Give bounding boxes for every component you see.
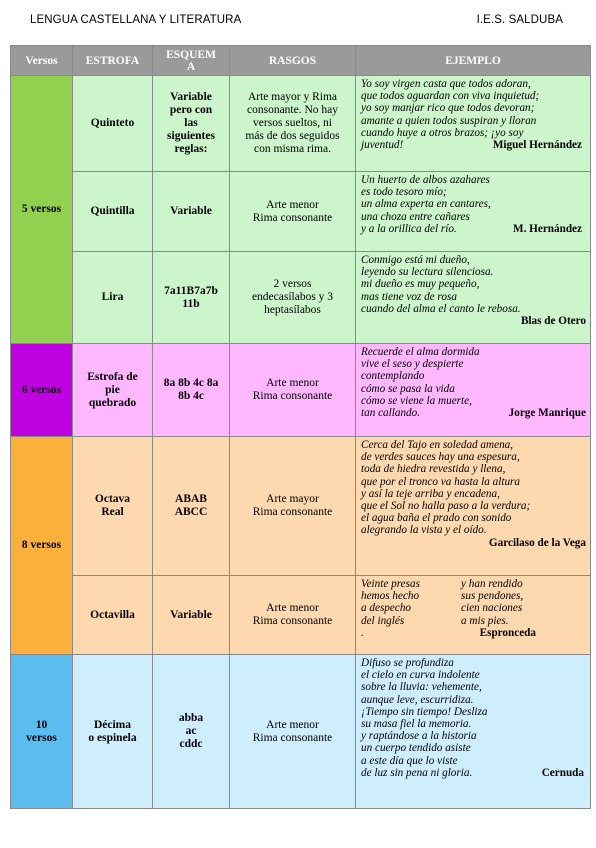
verse-line: toda de hiedra revestida y llena, [361,463,506,476]
stanza-table [10,45,591,809]
author-name: Cernuda [541,766,584,779]
verse-line: a despecho [361,602,412,615]
verse-line: Recuerde el alma dormida [361,346,480,358]
verse-line: mas tiene voz de rosa [361,290,457,303]
verse-line: cien naciones [461,602,523,615]
ejemplo-cell [356,344,591,437]
ejemplo-cell [356,655,591,809]
ejemplo-cell [356,172,591,252]
estrofa-cell: Lira [73,252,153,344]
col-header-esquema: ESQUEM A [153,46,230,76]
verse-line: de luz sin pena ni gloria. [361,766,473,779]
esquema-cell: Variable [153,576,230,655]
verse-line: Un huerto de albos azahares [361,174,490,186]
verse-line: que por el tronco va hasta la altura [361,475,520,488]
verse-line: del inglés [361,614,405,627]
table-row [11,655,591,809]
ejemplo-cell [356,576,591,655]
author-name: Jorge Manrique [508,407,586,420]
verse-line: el agua baña el prado con sonido [361,512,512,525]
estrofa-cell: Octava Real [73,437,153,576]
group-6-versos: 6 versos [11,344,73,437]
verse-line: una choza entre cañares [361,210,470,223]
verse-line: hemos hecho [361,590,420,603]
verse-line: Cerca del Tajo en soledad amena, [361,439,514,451]
verse-line: cuando huye a otros brazos; ¡yo soy [361,126,524,139]
table-row [11,576,591,655]
verse-line: un alma experta en cantares, [361,198,491,211]
verse-line: leyendo su lectura silenciosa. [361,266,494,279]
verse-line: que el Sol no halla paso a la verdura; [361,500,531,513]
author-name: Espronceda [479,626,536,639]
verse-line: Veinte presas [361,578,420,590]
ejemplo-cell [356,252,591,344]
stray-dot: . [361,626,364,639]
verse-line: juventud! [361,139,404,152]
estrofa-cell: Décima o espinela [73,655,153,809]
verse-line: y raptándose a la historia [361,730,477,743]
verse-line: cómo se viene la muerte, [361,394,472,407]
rasgos-cell: Arte menor Rima consonante [230,344,356,437]
estrofa-cell: Octavilla [73,576,153,655]
school-name: I.E.S. SALDUBA [476,14,563,26]
col-header-versos: Versos [11,46,73,76]
ejemplo-cell [356,76,591,172]
verse-line: cómo se pasa la vida [361,382,455,395]
table-row [11,76,591,172]
col-header-rasgos: RASGOS [230,46,356,76]
verse-line: sobre la lluvia: vehemente, [361,681,482,694]
estrofa-cell: Estrofa de pie quebrado [73,344,153,437]
verse-line: que todos aguardan con viva inquietud; [361,90,540,103]
verse-line: ¡Tiempo sin tiempo! Desliza [361,705,488,718]
verse-line: y así la teje arriba y encadena, [361,487,500,500]
verse-line: cuando del alma el canto le rebosa. [361,302,521,315]
col-header-ejemplo: EJEMPLO [356,46,591,76]
table-row [11,252,591,344]
author-name: Miguel Hernández [492,139,582,152]
verse-line: vive el seso y despierte [361,358,464,371]
esquema-cell: Variable [153,172,230,252]
group-5-versos: 5 versos [11,76,73,344]
verse-line: tan callando. [361,407,421,420]
rasgos-cell: 2 versos endecasílabos y 3 heptasílabos [230,252,356,344]
verse-line: y a la orillica del río. [361,222,457,235]
estrofa-cell: Quintilla [73,172,153,252]
verse-line: un cuerpo tendido asiste [361,742,471,755]
ejemplo-cell [356,437,591,576]
rasgos-cell: Arte mayor Rima consonante [230,437,356,576]
verse-line: aunque leve, escurridiza. [361,693,474,706]
subject-title: LENGUA CASTELLANA Y LITERATURA [30,14,242,26]
author-name: Garcilaso de la Vega [488,536,586,549]
verse-line: Conmigo está mi dueño, [361,254,470,266]
esquema-cell: abba ac cddc [153,655,230,809]
rasgos-cell: Arte menor Rima consonante [230,172,356,252]
group-8-versos: 8 versos [11,437,73,655]
table-header-row [11,46,591,76]
verse-line: amante a quien todos suspiran y lloran [361,114,537,127]
verse-line: contemplando [361,370,425,383]
verse-line: es todo tesoro mío; [361,186,447,199]
verse-line: a este día que lo viste [361,754,458,767]
verse-line: Difuso se profundiza [361,657,454,669]
verse-line: y han rendido [461,578,523,590]
verse-line: el cielo en curva indolente [361,669,480,682]
rasgos-cell: Arte menor Rima consonante [230,576,356,655]
table-row [11,344,591,437]
verse-line: Yo soy virgen casta que todos adoran, [361,78,531,90]
col-header-estrofa: ESTROFA [73,46,153,76]
author-name: Blas de Otero [520,315,586,328]
rasgos-cell: Arte menor Rima consonante [230,655,356,809]
rasgos-cell: Arte mayor y Rima consonante. No hay versos sueltos, ni más de dos seguidos con misma rima. [230,76,356,172]
estrofa-cell: Quinteto [73,76,153,172]
verse-line: su masa fiel la memoria. [361,718,472,731]
author-name: M. Hernández [513,222,582,235]
group-10-versos: 10 versos [11,655,73,809]
table-row [11,172,591,252]
verse-line: yo soy manjar rico que todos devoran; [361,102,535,115]
table-row [11,437,591,576]
verse-line: de verdes sauces hay una espesura, [361,451,520,464]
verse-line: sus pendones, [461,590,524,603]
esquema-cell: Variable pero con las siguientes reglas: [153,76,230,172]
esquema-cell: 7a11B7a7b 11b [153,252,230,344]
esquema-cell: ABAB ABCC [153,437,230,576]
verse-line: alegrando la vista y el oído. [361,524,487,537]
verse-line: a mis pies. [461,614,509,627]
verse-line: mi dueño es muy pequeño, [361,278,480,291]
esquema-cell: 8a 8b 4c 8a 8b 4c [153,344,230,437]
